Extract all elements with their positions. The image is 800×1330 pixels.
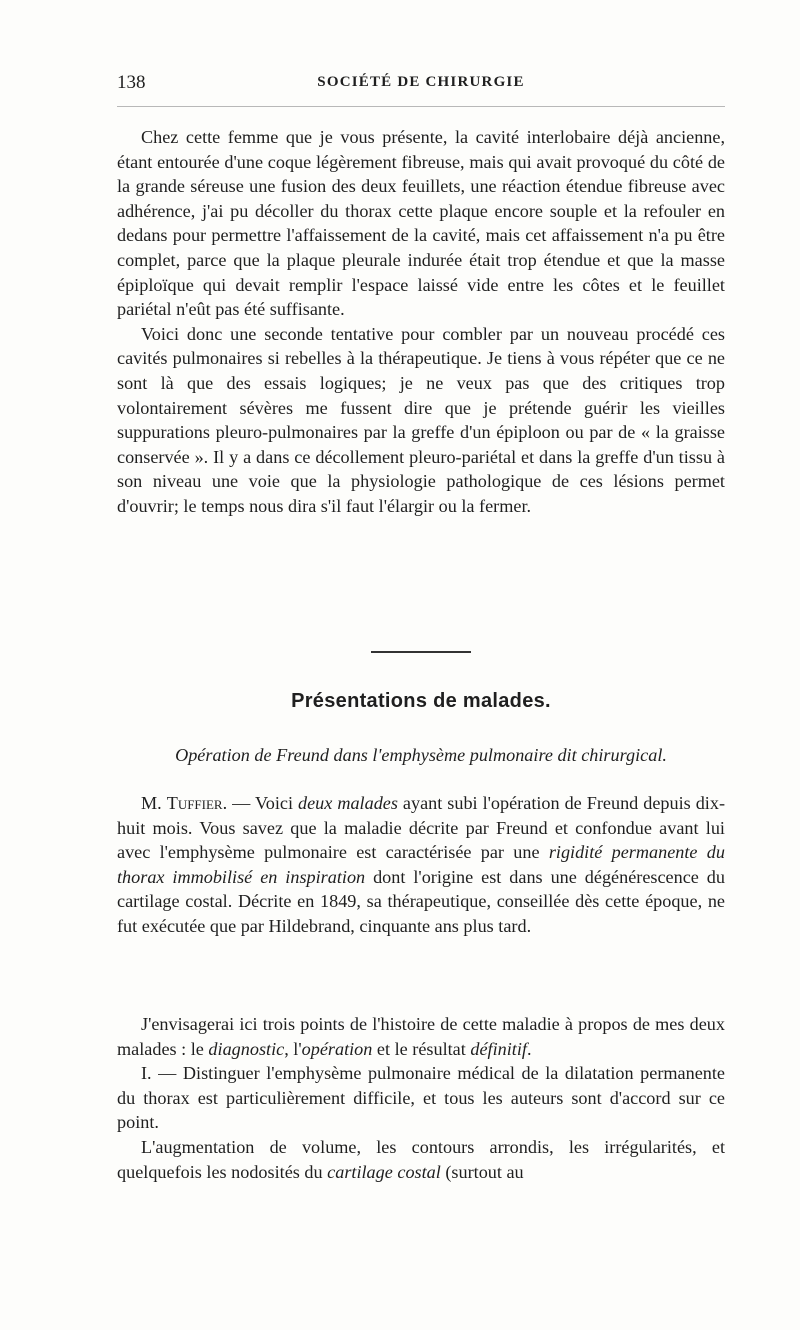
- page-header: [117, 72, 725, 98]
- paragraph-3: [117, 791, 725, 939]
- text-run: et le résultat: [372, 1038, 471, 1059]
- header-rule: [117, 106, 725, 107]
- paragraph-4: [117, 1012, 725, 1061]
- running-head: SOCIÉTÉ DE CHIRURGIE: [317, 74, 525, 90]
- text-run: ayant subi l'opération de Freund depuis dix-huit mois. Vous savez que la maladie décrite par Freund et confondue avant lui avec l'emphysème pulmonaire est caractérisée par une: [117, 793, 725, 863]
- paragraph-1: Chez cette femme que je vous présente, la cavité interlobaire déjà ancienne, étant entourée d'une coque légèrement fibreuse, mais qui avait provoqué du côté de la grande séreuse une fusion des deux feuillets, une réaction étendue fibreuse avec adhérence, j'ai pu décoller du thorax cette plaque encore souple et la refouler en dedans pour permettre l'affaissement de la cavité, mais cet affaissement n'a pu être complet, parce que la plaque pleurale indurée était trop étendue et que la masse épiploïque qui devait remplir l'espace laissé vide entre les côtes et le feuillet pariétal n'eût pas été suffisante.: [117, 127, 725, 320]
- page-number: 138: [117, 72, 146, 93]
- text-run: J'envisagerai ici trois points de l'histoire de cette maladie à propos de mes deux malades : le: [117, 1014, 725, 1059]
- text-run: (surtout au: [440, 1161, 524, 1182]
- text-run: — Voici: [227, 793, 299, 813]
- italic-run: diagnostic: [208, 1038, 285, 1059]
- text-run: , l': [284, 1038, 302, 1059]
- text-block-bottom: [117, 1012, 725, 1184]
- paragraph-6: [117, 1135, 725, 1184]
- section-separator: [371, 651, 471, 653]
- section-subtitle: Opération de Freund dans l'emphysème pulmonaire dit chirurgical.: [175, 745, 667, 765]
- text-block-top: [117, 125, 725, 519]
- section-title: Présentations de malades.: [291, 690, 551, 712]
- italic-run: opération: [301, 1038, 373, 1059]
- text-run: dont l'origine est dans une dégénérescence du cartilage costal. Décrite en 1849, sa thérapeutique, conseillée dès cette époque, ne fut exécutée que par Hildebrand, cinquante ans plus tard.: [117, 866, 725, 936]
- text-run: L'augmentation de volume, les contours arrondis, les irrégularités, et quelquefois les nodosités du: [117, 1136, 725, 1182]
- speaker-prefix: M.: [141, 793, 167, 813]
- italic-run: définitif: [470, 1038, 527, 1059]
- italic-run: deux malades: [298, 793, 398, 813]
- paragraph-5: I. — Distinguer l'emphysème pulmonaire médical de la dilatation permanente du thorax est particulièrement difficile, et tous les auteurs sont d'accord sur ce point.: [117, 1063, 725, 1133]
- italic-run: cartilage costal: [327, 1161, 441, 1182]
- text-run: .: [526, 1038, 532, 1059]
- speaker-name: Tuffier.: [166, 793, 228, 813]
- text-block-middle: [117, 791, 725, 939]
- italic-run: rigidité permanente du thorax immobilisé en inspiration: [117, 842, 725, 887]
- paragraph-2: Voici donc une seconde tentative pour combler par un nouveau procédé ces cavités pulmonaires si rebelles à la thérapeutique. Je tiens à vous répéter que ce ne sont là que des essais logiques; je ne veux pas que des critiques trop volontairement sévères me fussent dire que je prétende guérir les vieilles suppurations pleuro-pulmonaires par la greffe d'un épiploon ou par de « la graisse conservée ». Il y a dans ce décollement pleuro-pariétal et dans la greffe d'un tissu à son niveau une voie que la physiologie pathologique de ces lésions permet d'ouvrir; le temps nous dira s'il faut l'élargir ou la fermer.: [117, 323, 725, 516]
